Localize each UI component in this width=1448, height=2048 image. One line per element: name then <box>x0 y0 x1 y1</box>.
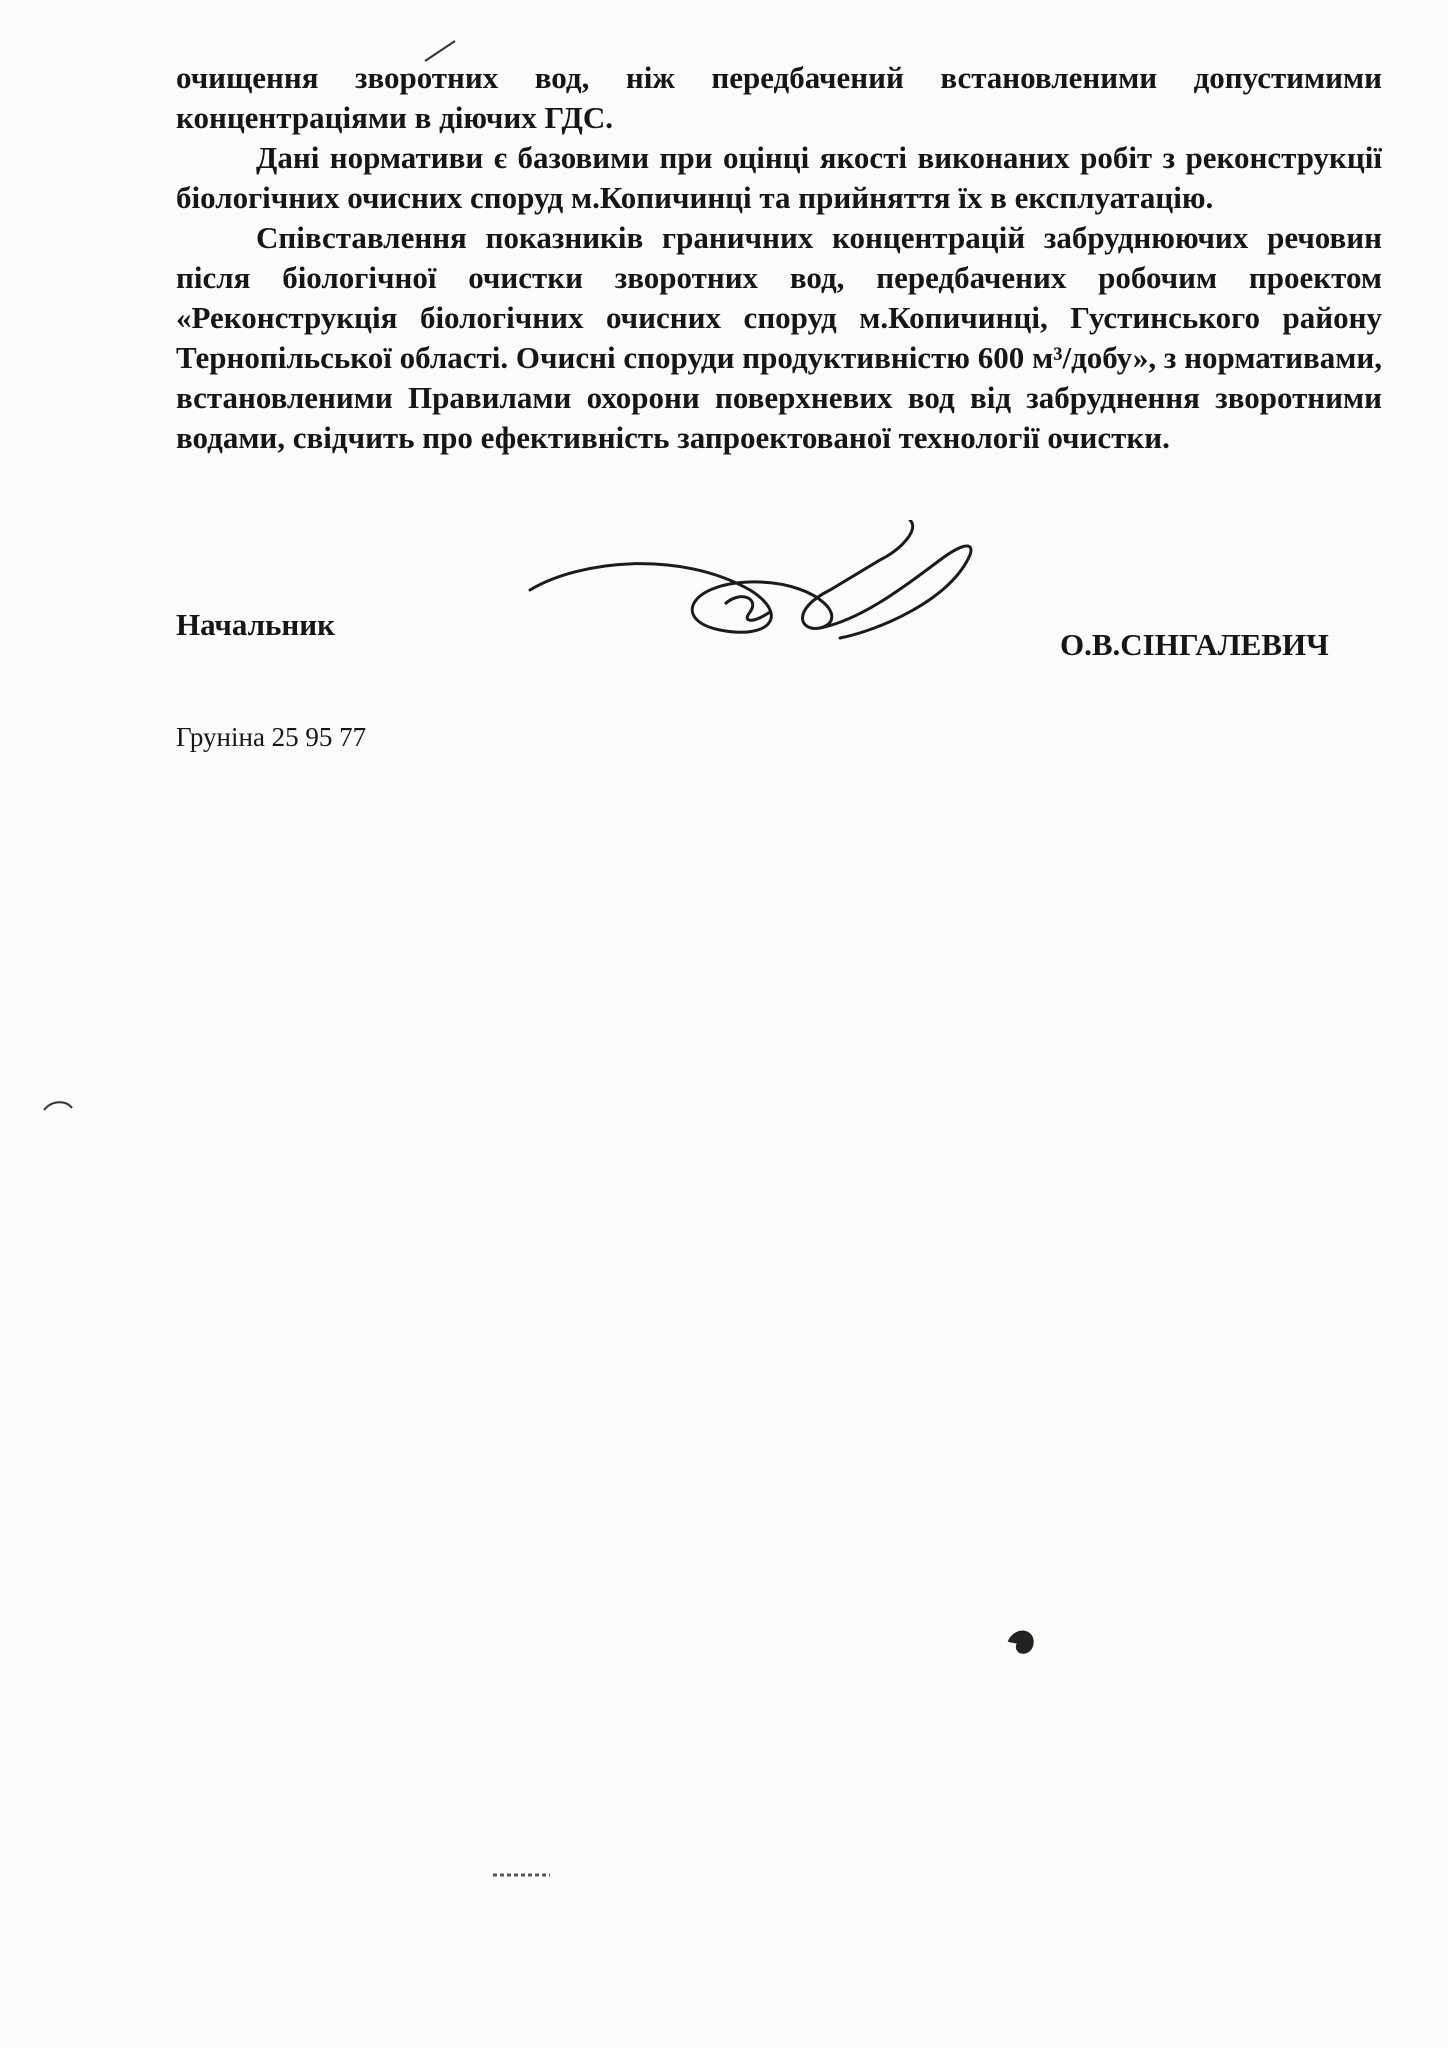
paragraph-1: очищення зворотних вод, ніж передбачений встановленими допустимими концентраціями в діючих ГДС. <box>176 60 1382 135</box>
paragraph-2: Дані нормативи є базовими при оцінці якості виконаних робіт з реконструкції біологічних очисних споруд м.Копичинці та прийняття їх в експлуатацію. <box>176 140 1382 215</box>
handwritten-signature <box>520 520 1000 680</box>
scan-mark <box>1004 1622 1044 1662</box>
letter-body <box>176 58 1382 458</box>
contact-line: Груніна 25 95 77 <box>176 722 367 752</box>
paragraph-3: Співставлення показників граничних концентрацій забруднюючих речовин після біологічної очистки зворотних вод, передбачених робочим проектом «Реконструкція біологічних очисних споруд м.Копичинці, Густинського району Тернопільської області. Очисні споруди продуктивністю 600 м³/добу», з нормативами, встановленими Правилами охорони поверхневих вод від забруднення зворотними водами, свідчить про ефективність запроектованої технології очистки. <box>176 220 1382 455</box>
scan-mark <box>40 1096 76 1116</box>
signer-title: Начальник <box>176 607 335 642</box>
signer-name: О.В.СІНГАЛЕВИЧ <box>1060 627 1329 662</box>
scan-mark <box>420 36 460 66</box>
scan-mark <box>490 1868 560 1882</box>
bleed-through-texture <box>95 760 1385 803</box>
